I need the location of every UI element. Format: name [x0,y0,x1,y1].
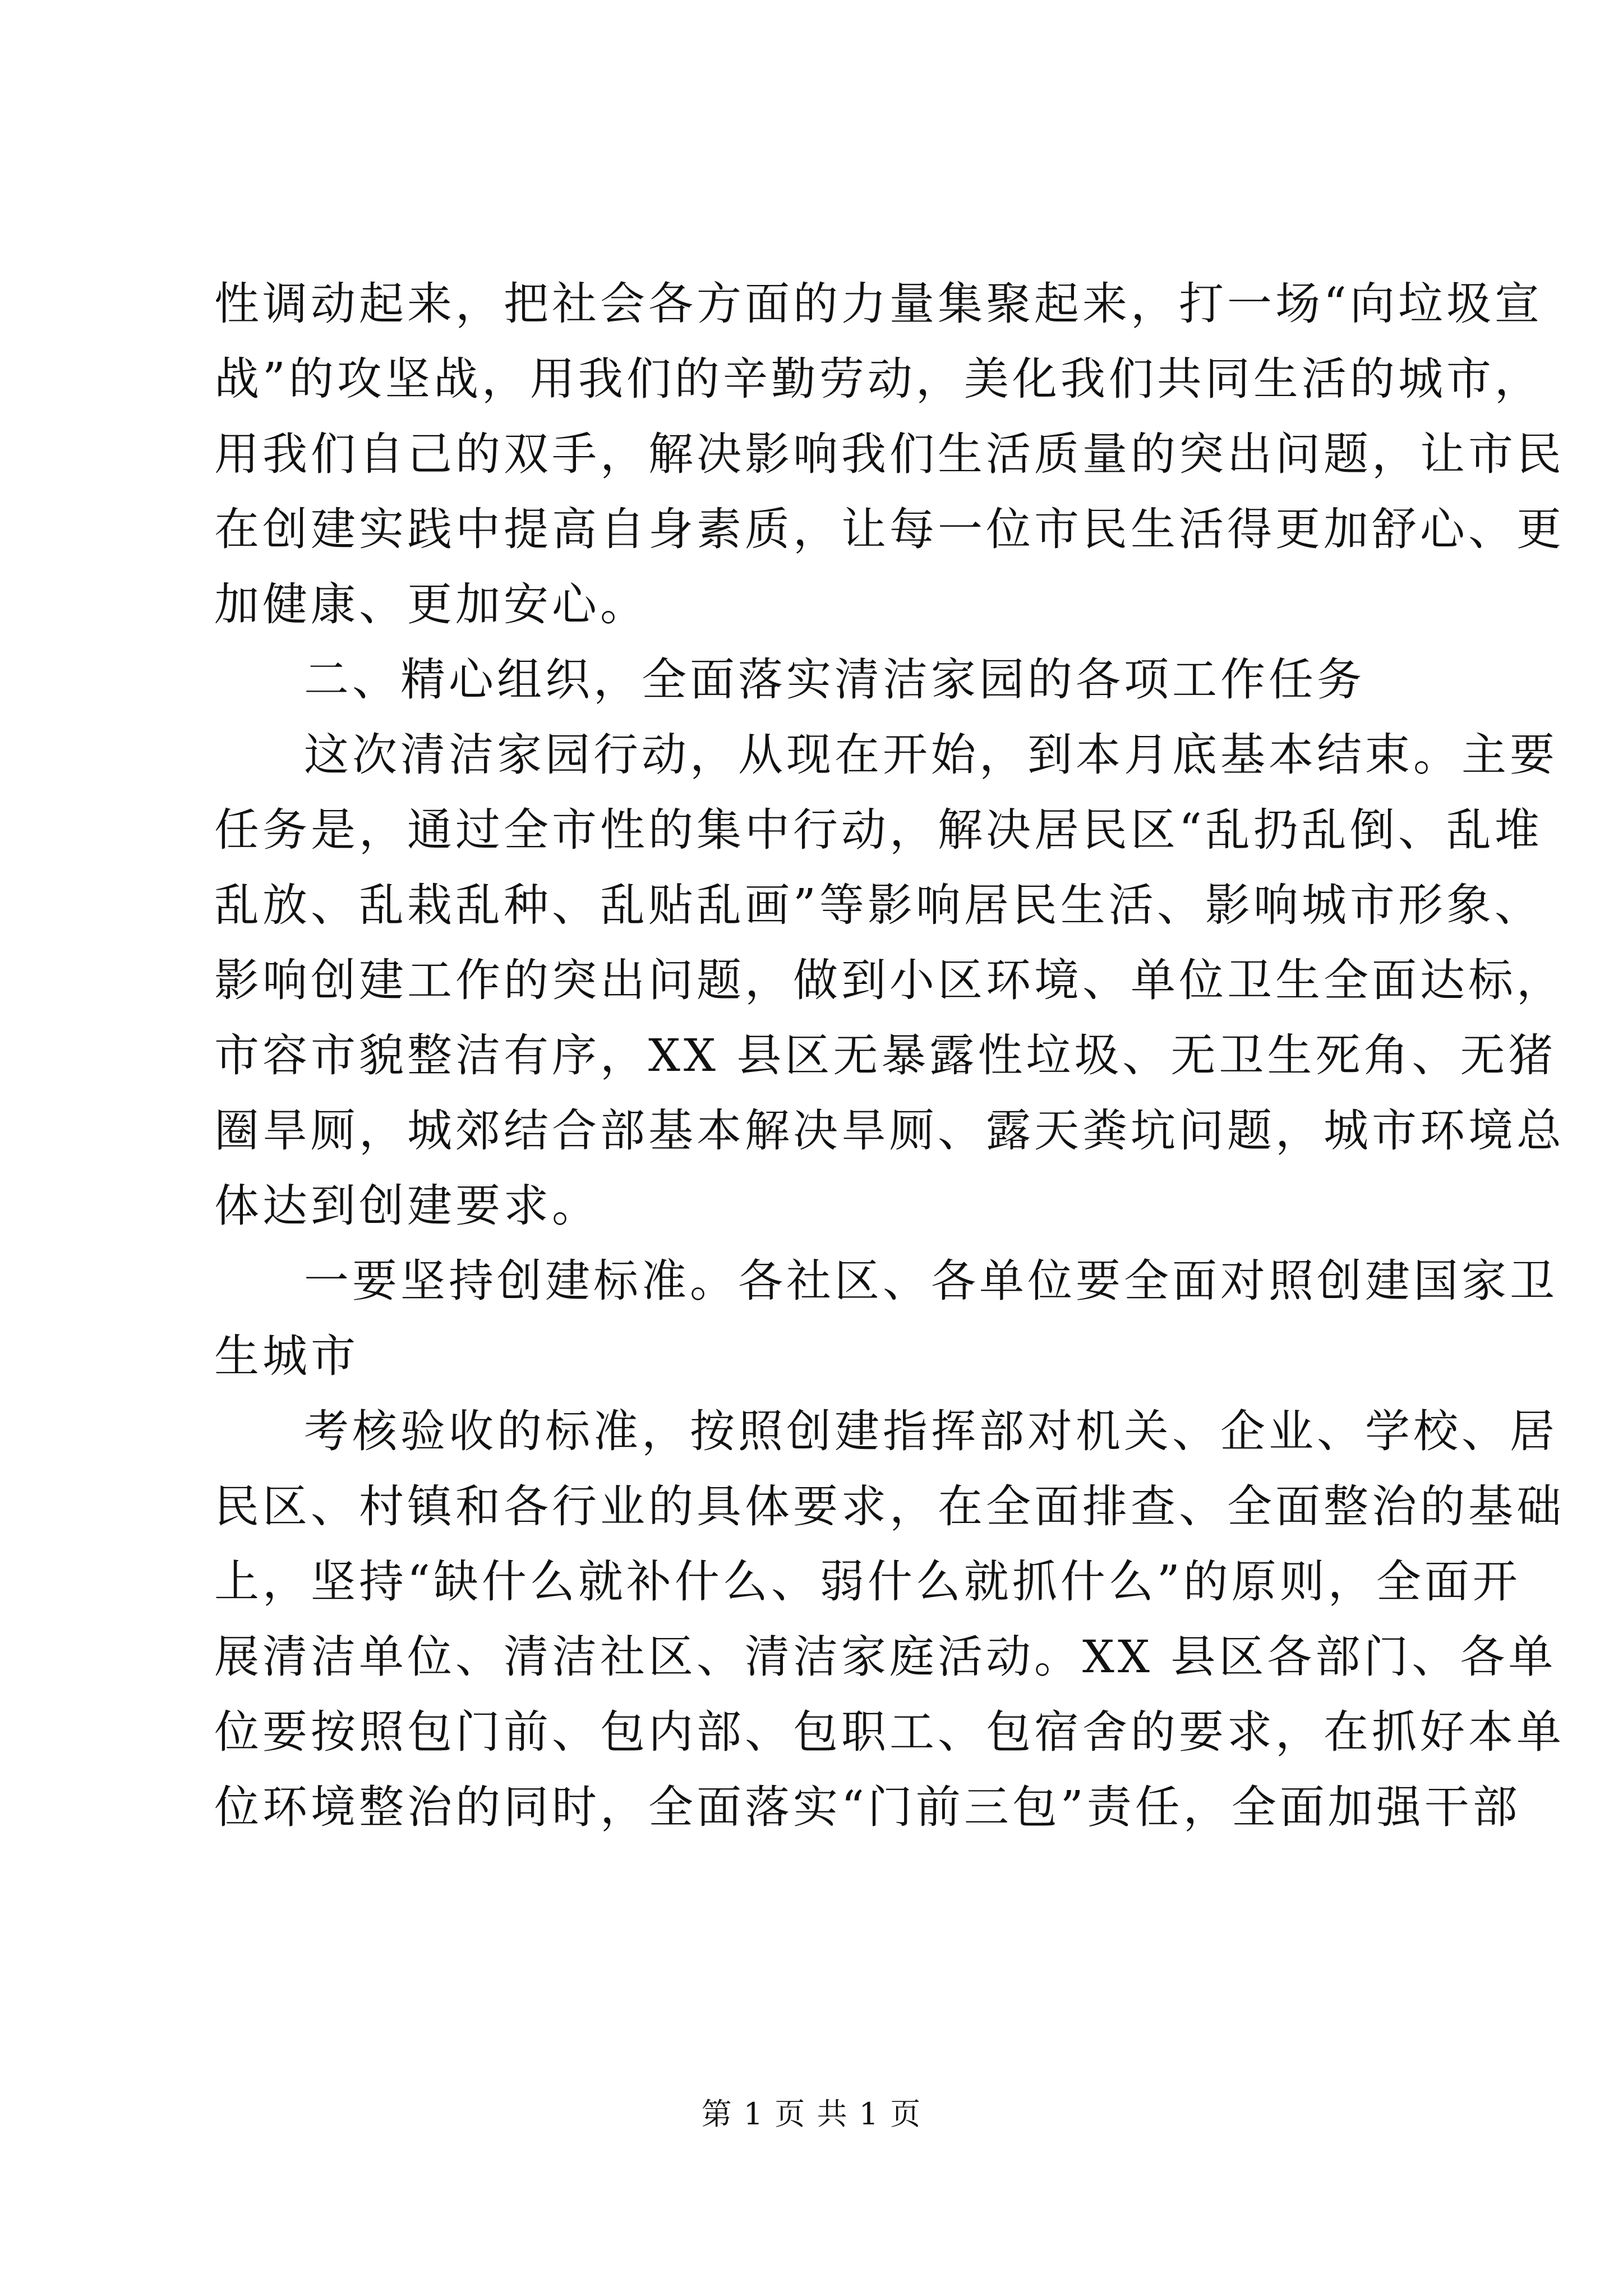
body-text-line: 体达到创建要求。 [214,1180,600,1232]
body-text-line: 展清洁单位、清洁社区、清洁家庭活动。XX 县区各部门、各单 [214,1631,1557,1683]
body-text-line: 任务是，通过全市性的集中行动，解决居民区“乱扔乱倒、乱堆 [214,804,1543,856]
body-text-line: 民区、村镇和各行业的具体要求，在全面排查、全面整治的基础 [214,1480,1565,1533]
body-text-line: 圈旱厕，城郊结合部基本解决旱厕、露天粪坑问题，城市环境总 [214,1105,1565,1157]
body-text-line: 位环境整治的同时，全面落实“门前三包”责任，全面加强干部 [214,1781,1521,1833]
body-text-line: 乱放、乱栽乱种、乱贴乱画”等影响居民生活、影响城市形象、 [214,879,1543,931]
body-text-line: 用我们自己的双手，解决影响我们生活质量的突出问题，让市民 [214,428,1565,480]
page-footer: 第 1 页 共 1 页 [701,2096,922,2132]
body-text-line: 上，坚持“缺什么就补什么、弱什么就抓什么”的原则，全面开 [214,1556,1521,1608]
body-text-line: 一要坚持创建标准。各社区、各单位要全面对照创建国家卫 [304,1255,1558,1307]
body-text-line: 生城市 [214,1330,359,1382]
body-text-line: 考核验收的标准，按照创建指挥部对机关、企业、学校、居 [304,1405,1558,1457]
body-text-line: 性调动起来，把社会各方面的力量集聚起来，打一场“向垃圾宣 [214,278,1543,330]
body-text-line: 位要按照包门前、包内部、包职工、包宿舍的要求，在抓好本单 [214,1706,1565,1758]
body-text-line: 影响创建工作的突出问题，做到小区环境、单位卫生全面达标， [214,954,1565,1006]
body-text-line: 市容市貌整洁有序，XX 县区无暴露性垃圾、无卫生死角、无猪 [214,1029,1557,1082]
body-text-line: 战”的攻坚战，用我们的辛勤劳动，美化我们共同生活的城市， [214,353,1543,405]
section-heading: 二、精心组织，全面落实清洁家园的各项工作任务 [304,654,1365,706]
body-text-line: 加健康、更加安心。 [214,578,648,631]
body-text-line: 在创建实践中提高自身素质，让每一位市民生活得更加舒心、更 [214,503,1565,555]
body-text-line: 这次清洁家园行动，从现在开始，到本月底基本结束。主要 [304,729,1558,781]
